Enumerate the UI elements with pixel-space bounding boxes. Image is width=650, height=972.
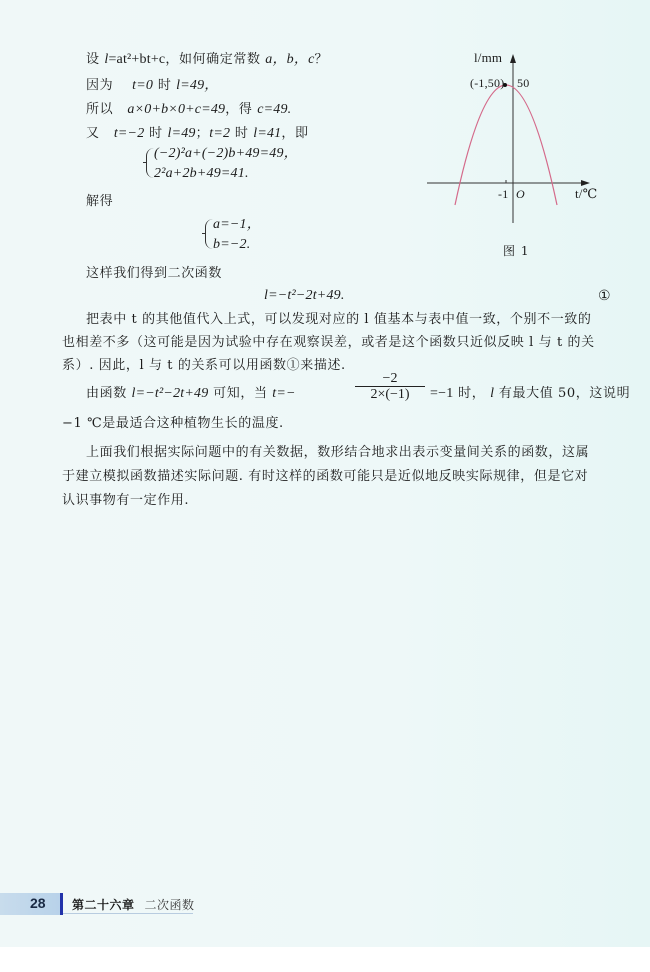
l-41: l=41 bbox=[253, 126, 282, 141]
substitution: a×0+b×0+c=49 bbox=[127, 102, 226, 117]
x-tick-label: -1 bbox=[498, 187, 509, 201]
result-intro: 这样我们得到二次函数 bbox=[86, 266, 223, 281]
x-axis-label: t/℃ bbox=[575, 186, 598, 201]
paragraph-3-line-2: 于建立模拟函数描述实际问题. 有时这样的函数可能只是近似地反映实际规律，但是它对 bbox=[62, 469, 589, 484]
y-tick-label: 50 bbox=[517, 76, 530, 90]
origin-label: O bbox=[516, 187, 525, 201]
solution-system bbox=[205, 217, 325, 257]
l-49: l=49， bbox=[176, 78, 219, 93]
paragraph-3-line-3: 认识事物有一定作用. bbox=[62, 493, 190, 508]
t-zero: t=0 bbox=[132, 78, 154, 93]
c-value: c=49. bbox=[257, 102, 292, 117]
equation-marker: ① bbox=[598, 288, 612, 304]
text: 因为 bbox=[86, 78, 114, 93]
y-axis-label bbox=[474, 50, 502, 66]
text: 时 bbox=[149, 126, 163, 141]
solution-b: b=−2. bbox=[213, 237, 251, 252]
constants: a，b，c bbox=[265, 52, 315, 67]
figure-1-parabola-graph bbox=[420, 40, 620, 270]
text: ，如何确定常数 bbox=[165, 52, 261, 67]
brace-icon bbox=[146, 148, 154, 178]
fraction-numerator: −2 bbox=[355, 371, 425, 387]
text: 时， bbox=[458, 386, 486, 401]
text: 由函数 bbox=[86, 386, 127, 401]
paragraph-2-line-2: −1 ℃是最适合这种植物生长的温度. bbox=[62, 416, 284, 431]
page-number: 28 bbox=[30, 895, 46, 911]
paragraph-1-line-2: 也相差不多（这可能是因为试验中存在观察误差，或者是这个函数只近似反映 l 与 t 的关 bbox=[62, 335, 595, 350]
text: ，即 bbox=[281, 126, 309, 141]
text: 可知，当 bbox=[213, 386, 268, 401]
text: 有最大值 50，这说明 bbox=[498, 386, 631, 401]
question-line bbox=[86, 52, 328, 68]
paragraph-2-line-1-tail bbox=[430, 386, 630, 402]
figure-caption: 图 1 bbox=[503, 244, 530, 258]
footer-chapter bbox=[72, 896, 195, 913]
var-l: l bbox=[104, 52, 109, 67]
paragraph-2-line-1 bbox=[86, 386, 296, 402]
t-minus-2: t=−2 bbox=[113, 126, 145, 141]
text: 设 bbox=[86, 52, 100, 67]
vertex-annotation: (-1,50) bbox=[470, 76, 505, 90]
l-49: l=49 bbox=[167, 126, 196, 141]
t-2: t=2 bbox=[209, 126, 231, 141]
paragraph-1-line-3: 系）. 因此，l 与 t 的关系可以用函数①来描述. bbox=[62, 358, 346, 373]
text: ，得 bbox=[225, 102, 253, 117]
chapter-title: 二次函数 bbox=[144, 898, 195, 912]
var-l: l bbox=[490, 386, 495, 401]
footer-divider bbox=[60, 893, 63, 915]
text: ？ bbox=[314, 52, 329, 67]
footer-underline bbox=[63, 913, 193, 914]
equation-system bbox=[146, 146, 366, 186]
chapter-number: 第二十六章 bbox=[72, 898, 135, 912]
equation-2: 2²a+2b+49=41. bbox=[154, 166, 249, 181]
text: 时 bbox=[234, 126, 249, 141]
therefore-line bbox=[86, 102, 291, 118]
text: 又 bbox=[86, 126, 100, 141]
y-axis-arrow-icon bbox=[510, 54, 516, 63]
model-eq: =at²+bt+c bbox=[108, 52, 166, 67]
fraction-denominator: 2×(−1) bbox=[370, 387, 410, 402]
text: 时 bbox=[157, 78, 172, 93]
t-equals: t=− bbox=[272, 386, 296, 401]
ylabel-text: l/mm bbox=[474, 50, 503, 65]
result-equation: l=−t²−2t+49. bbox=[264, 288, 345, 303]
because-line bbox=[86, 78, 219, 94]
paragraph-3-line-1: 上面我们根据实际问题中的有关数据，数形结合地求出表示变量间关系的函数，这属 bbox=[86, 445, 590, 460]
equation-1: (−2)²a+(−2)b+49=49， bbox=[154, 146, 298, 161]
vertex-fraction bbox=[355, 371, 425, 402]
solution-a: a=−1， bbox=[213, 217, 261, 232]
text: ； bbox=[195, 126, 210, 141]
solve-label: 解得 bbox=[86, 194, 114, 209]
function-inline: l=−t²−2t+49 bbox=[131, 386, 209, 401]
paragraph-1-line-1: 把表中 t 的其他值代入上式，可以发现对应的 l 值基本与表中值一致，个别不一致的 bbox=[86, 312, 592, 327]
also-line bbox=[86, 126, 309, 142]
vertex-value: =−1 bbox=[430, 386, 454, 401]
text: 所以 bbox=[86, 102, 114, 117]
brace-icon bbox=[205, 219, 213, 249]
